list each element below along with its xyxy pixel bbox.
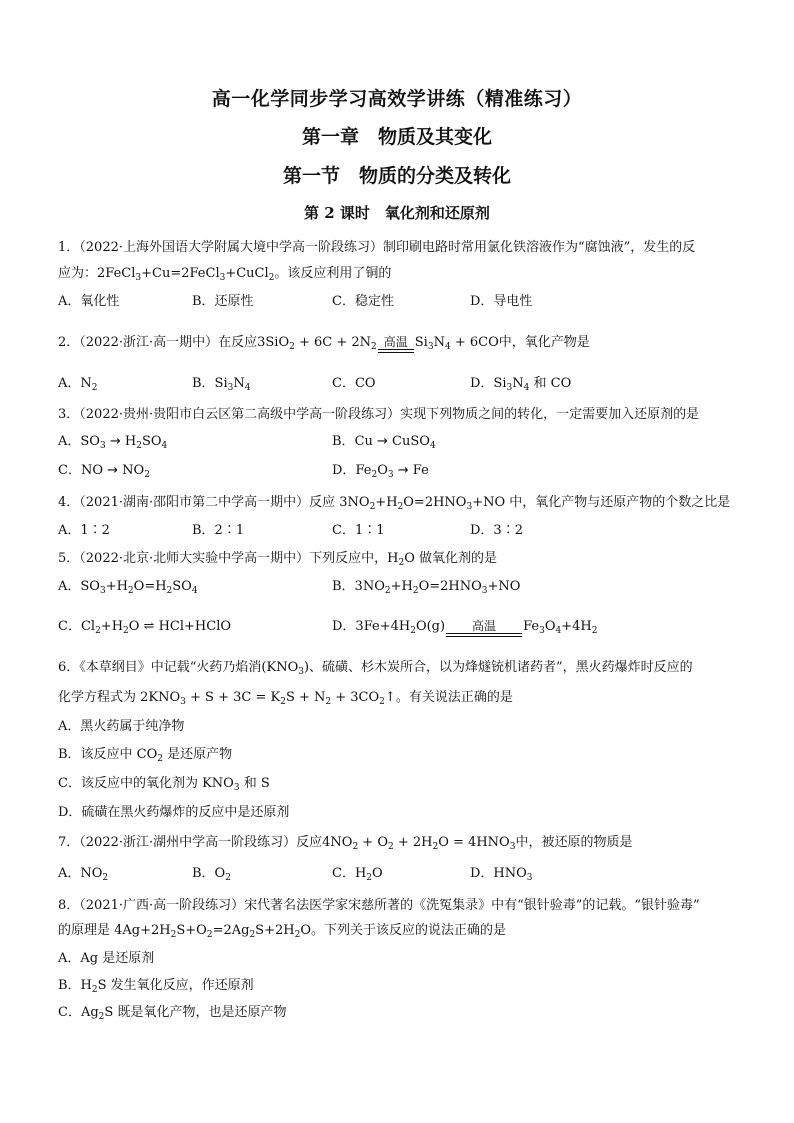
question-7-option-d[interactable]: D．$HNO_3$ [470,866,533,883]
question-4-option-c[interactable]: C．1∶1 [332,523,385,538]
question-2-option-a[interactable]: A．$N_2$ [58,376,98,393]
section-heading: 第一节 物质的分类及转化 [282,165,511,187]
question-5-stem: 5．（2022·北京·北师大实验中学高一期中）下列反应中，$H_2O$ 做氧化剂的是 [58,551,497,568]
question-6-option-a[interactable]: A．黑火药属于纯净物 [58,719,185,734]
question-6-stem: 6．《本草纲目》中记载“火药乃焰消$(KNO_3)$、硫磺、杉木炭所合，以为烽燧铳机诸药者”，黑火药爆炸时反应的 [58,660,693,677]
question-3-stem: 3．（2022·贵州·贵阳市白云区第二高级中学高一阶段练习）实现下列物质之间的转化，一定需要加入还原剂的是 [58,407,700,422]
question-3-option-d[interactable]: D．$Fe_2O_3 \to Fe$ [332,463,429,480]
question-1-stem: 1．（2022·上海外国语大学附属大境中学高一阶段练习）制印刷电路时常用氯化铁溶液作为“腐蚀液”，发生的反 [58,240,696,255]
question-6-option-b[interactable]: B．该反应中 $CO_2$ 是还原产物 [58,747,233,764]
question-2-stem: 2．（2022·浙江·高一期中）在反应$3SiO_2 + 6C + 2N_2$ 高温 $Si_3N_4 + 6CO$中，氧化产物是 [58,335,590,352]
question-6-option-d[interactable]: D．硫磺在黑火药爆炸的反应中是还原剂 [58,805,290,820]
question-4-option-a[interactable]: A．1∶2 [58,523,110,538]
question-2-option-c[interactable]: C．CO [332,376,376,391]
question-1-option-c[interactable]: C．稳定性 [332,294,394,309]
question-5-option-b[interactable]: B．$3NO_2+H_2O=2HNO_3+NO$ [332,579,521,596]
chapter-heading: 第一章 物质及其变化 [301,126,492,148]
question-7-option-a[interactable]: A．$NO_2$ [58,866,109,883]
question-7-option-c[interactable]: C．$H_2O$ [332,866,383,883]
question-6-stem-line2: 化学方程式为 $2KNO_3 + S + 3C = K_2S + N_2$ + $3CO_2↑$。有关说法正确的是 [58,690,513,707]
question-5-option-c[interactable]: C．$Cl_2+H_2O$ ⇌ HCl+HClO [58,619,232,636]
question-4-option-b[interactable]: B．2∶1 [192,523,245,538]
question-3-option-c[interactable]: C．NO → $NO_2$ [58,463,150,480]
question-5-option-d[interactable]: D．$3Fe+4H_2O(g)$ 高温 $Fe_3O_4+4H_2$ [332,619,598,636]
question-1-option-d[interactable]: D．导电性 [470,294,533,309]
page-title: 高一化学同步学习高效学讲练（精准练习） [211,88,583,110]
question-8-option-a[interactable]: A．Ag 是还原剂 [58,951,155,966]
question-2-option-b[interactable]: B．$Si_3N_4$ [192,376,251,393]
question-3-option-a[interactable]: A．$SO_3 \to H_2SO_4$ [58,434,168,451]
question-7-option-b[interactable]: B．$O_2$ [192,866,231,883]
question-8-stem-line2: 的原理是 $4Ag+2H_2S+O_2=2Ag_2S+2H_2O$。下列关于该反应的说法正确的是 [58,923,506,940]
question-2-option-d[interactable]: D．$Si_3N_4$ 和 CO [470,376,572,393]
question-1-option-b[interactable]: B．还原性 [192,294,254,309]
question-3-option-b[interactable]: B．Cu → CuSO$_4$ [332,434,436,451]
question-1-option-a[interactable]: A．氧化性 [58,294,120,309]
question-8-option-c[interactable]: C．$Ag_2S$ 既是氧化产物，也是还原产物 [58,1005,287,1022]
question-1-stem-line2: 应为：2FeCl$_3$+Cu=2FeCl$_3$+CuCl$_2$。该反应利用了铜的 [58,266,392,283]
question-5-option-a[interactable]: A．$SO_3+H_2O=H_2SO_4$ [58,579,198,596]
question-6-option-c[interactable]: C．该反应中的氧化剂为 $KNO_3$ 和 S [58,776,270,793]
lesson-heading: 第 2 课时 氧化剂和还原剂 [304,204,490,222]
question-4-stem: 4．（2021·湖南·邵阳市第二中学高一期中）反应 $3NO_2+H_2O=2HNO_3+NO$ 中，氧化产物与还原产物的个数之比是 [58,495,731,512]
question-7-stem: 7．（2022·浙江·湖州中学高一阶段练习）反应$4NO_2 + O_2 + 2H_2O = 4HNO_3$中，被还原的物质是 [58,835,633,852]
question-8-option-b[interactable]: B．$H_2S$ 发生氧化反应，作还原剂 [58,978,254,995]
question-4-option-d[interactable]: D．3∶2 [470,523,523,538]
question-8-stem: 8．（2021·广西·高一阶段练习）宋代著名法医学家宋慈所著的《洗冤集录》中有“银针验毒”的记载。“银针验毒” [58,898,700,913]
